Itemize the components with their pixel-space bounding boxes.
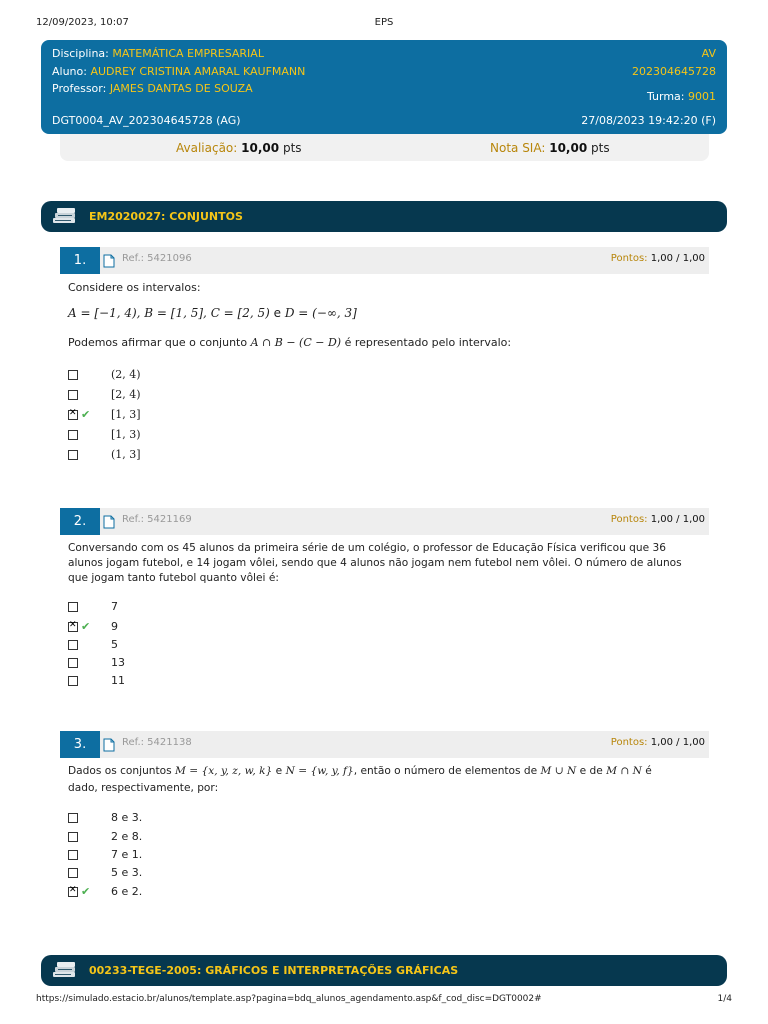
books-icon (51, 959, 79, 984)
option-label: 13 (111, 656, 125, 669)
question-text (68, 765, 652, 777)
question-points (611, 737, 705, 748)
option-label: 11 (111, 674, 125, 687)
correct-check-icon: ✔ (81, 885, 91, 898)
aluno-value: AUDREY CRISTINA AMARAL KAUFMANN (90, 65, 306, 78)
avaliacao-unit: pts (282, 141, 302, 155)
option-label: 8 e 3. (111, 811, 143, 824)
checkbox[interactable] (68, 602, 78, 612)
avaliacao-score (176, 141, 302, 155)
avaliacao-value: 10,00 (241, 141, 280, 155)
exam-type: AV (701, 47, 716, 60)
question-points (611, 253, 705, 264)
math-expression: A = [−1, 4), B = [1, 5], C = [2, 5) (68, 306, 270, 320)
checkbox[interactable] (68, 832, 78, 842)
correct-check-icon: ✔ (81, 408, 91, 421)
checkbox[interactable] (68, 640, 78, 650)
exam-datetime: 27/08/2023 19:42:20 (F) (581, 114, 716, 127)
math-expression: A ∩ B − (C − D) (250, 336, 342, 349)
question-text: , então o número de elementos de (353, 765, 538, 777)
question-text: que jogam tanto futebol quanto vôlei é: (68, 572, 279, 584)
points-max: 1,00 (682, 737, 705, 748)
question-header (60, 508, 709, 535)
turma-label: Turma: (646, 90, 685, 103)
option-label: [1, 3] (111, 408, 141, 421)
document-icon (103, 514, 115, 533)
question-text: Dados os conjuntos (68, 765, 172, 777)
checkbox[interactable] (68, 658, 78, 668)
avaliacao-label: Avaliação: (176, 141, 238, 155)
disciplina-value: MATEMÁTICA EMPRESARIAL (112, 47, 264, 60)
option-label: 5 e 3. (111, 866, 143, 879)
nota-unit: pts (591, 141, 610, 155)
matricula: 202304645728 (632, 65, 716, 78)
checkbox-checked[interactable] (68, 887, 78, 897)
print-title: EPS (374, 17, 394, 28)
professor-row (52, 82, 253, 95)
question-header (60, 731, 709, 758)
checkbox[interactable] (68, 676, 78, 686)
math-expression: D = (−∞, 3] (284, 306, 357, 320)
question-text: e (273, 306, 282, 320)
disciplina-label: Disciplina: (52, 47, 109, 60)
print-url: https://simulado.estacio.br/alunos/template.asp?pagina=bdq_alunos_agendamento.asp&f_cod_disc=DGT0002# (36, 994, 542, 1004)
question-text: e de (579, 765, 603, 777)
question-text (68, 336, 511, 349)
professor-value: JAMES DANTAS DE SOUZA (109, 82, 253, 95)
math-expression: N = {w, y, f} (285, 765, 354, 777)
document-icon (103, 253, 115, 272)
option-label: [1, 3) (111, 428, 141, 441)
score-bar (60, 134, 709, 161)
checkbox[interactable] (68, 850, 78, 860)
math-expression: M ∪ N (540, 765, 577, 777)
points-label: Pontos: (610, 514, 648, 525)
question-text: dado, respectivamente, por: (68, 782, 219, 794)
question-text: é representado pelo intervalo: (344, 336, 512, 349)
section-header (41, 201, 727, 232)
turma-value: 9001 (688, 90, 716, 103)
checkbox[interactable] (68, 390, 78, 400)
books-icon (51, 205, 79, 230)
nota-sia-score (490, 141, 610, 155)
option-label: (1, 3] (111, 448, 141, 461)
option-label: 5 (111, 638, 118, 651)
question-header (60, 247, 709, 274)
nota-label: Nota SIA: (490, 141, 546, 155)
math-expression: M = {x, y, z, w, k} (175, 765, 273, 777)
aluno-row (52, 65, 305, 78)
nota-value: 10,00 (549, 141, 588, 155)
question-ref: Ref.: 5421138 (122, 737, 192, 748)
disciplina-row (52, 47, 264, 60)
question-text: e (275, 765, 283, 777)
checkbox[interactable] (68, 450, 78, 460)
question-text: Conversando com os 45 alunos da primeira série de um colégio, o professor de Educação Física verificou que 36 (68, 542, 666, 554)
option-label: 2 e 8. (111, 830, 143, 843)
question-text: é (645, 765, 652, 777)
exam-code: DGT0004_AV_202304645728 (AG) (52, 114, 241, 127)
question-number: 2. (60, 508, 100, 535)
question-points (611, 514, 705, 525)
option-label: 9 (111, 620, 118, 633)
section-title: 00233-TEGE-2005: GRÁFICOS E INTERPRETAÇÕES GRÁFICAS (89, 964, 459, 977)
option-label: 6 e 2. (111, 885, 143, 898)
section-header (41, 955, 727, 986)
question-ref: Ref.: 5421096 (122, 253, 192, 264)
points-sep: / (676, 514, 680, 525)
points-value: 1,00 (650, 514, 673, 525)
print-datetime: 12/09/2023, 10:07 (36, 17, 129, 28)
question-number: 3. (60, 731, 100, 758)
correct-check-icon: ✔ (81, 620, 91, 633)
document-icon (103, 737, 115, 756)
option-label: (2, 4) (111, 368, 141, 381)
points-value: 1,00 (650, 253, 673, 264)
checkbox[interactable] (68, 868, 78, 878)
question-text: Podemos afirmar que o conjunto (68, 336, 248, 349)
turma-row (647, 90, 716, 103)
aluno-label: Aluno: (52, 65, 87, 78)
section-title: EM2020027: CONJUNTOS (89, 210, 243, 223)
print-page-number: 1/4 (717, 994, 732, 1004)
question-text (68, 306, 357, 320)
checkbox-checked[interactable] (68, 622, 78, 632)
points-label: Pontos: (610, 737, 648, 748)
points-label: Pontos: (610, 253, 648, 264)
points-value: 1,00 (650, 737, 673, 748)
math-expression: M ∩ N (606, 765, 642, 777)
points-max: 1,00 (682, 253, 705, 264)
checkbox[interactable] (68, 370, 78, 380)
question-number: 1. (60, 247, 100, 274)
option-label: 7 e 1. (111, 848, 143, 861)
exam-header (41, 40, 727, 134)
professor-label: Professor: (52, 82, 107, 95)
points-max: 1,00 (682, 514, 705, 525)
checkbox-checked[interactable] (68, 410, 78, 420)
question-text: Considere os intervalos: (68, 281, 201, 294)
points-sep: / (676, 253, 680, 264)
checkbox[interactable] (68, 430, 78, 440)
print-header (0, 0, 768, 40)
question-text: alunos jogam futebol, e 14 jogam vôlei, sendo que 4 alunos não jogam nem futebol nem vôlei. O número de alunos (68, 557, 682, 569)
question-ref: Ref.: 5421169 (122, 514, 192, 525)
option-label: [2, 4) (111, 388, 141, 401)
checkbox[interactable] (68, 813, 78, 823)
option-label: 7 (111, 600, 118, 613)
points-sep: / (676, 737, 680, 748)
